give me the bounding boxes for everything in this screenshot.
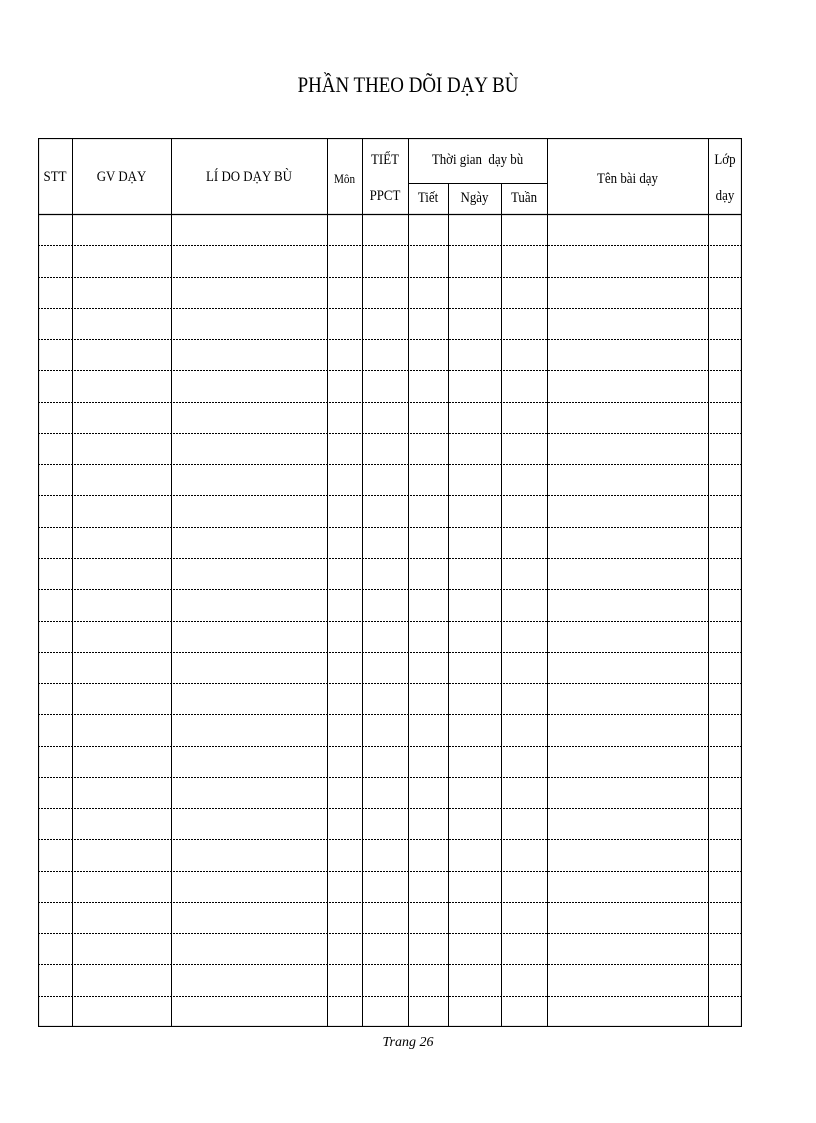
header-gv-day: GV DẠY	[96, 169, 147, 185]
header-lop-day-line2: dạy	[715, 188, 735, 204]
header-ngay: Ngày	[460, 190, 489, 206]
page-title: PHẦN THEO DÕI DẠY BÙ	[297, 72, 519, 97]
header-tiet-ppct-line1: TIẾT	[371, 152, 399, 168]
header-tiet-ppct-line2: PPCT	[369, 188, 401, 204]
header-lop-day-line1: Lớp	[714, 152, 736, 168]
table-grid	[38, 138, 742, 1027]
header-ten-bai-day: Tên bài dạy	[597, 171, 658, 187]
makeup-teaching-log-table	[38, 138, 742, 1027]
header-thoi-gian-day-bu: Thời gian dạy bù	[431, 152, 524, 168]
header-stt: STT	[43, 169, 67, 185]
table-border	[39, 139, 742, 1027]
header-mon: Môn	[333, 171, 356, 186]
header-tuan: Tuần	[510, 190, 538, 206]
header-tiet: Tiết	[417, 190, 439, 206]
header-li-do-day-bu: LÍ DO DẠY BÙ	[206, 169, 292, 185]
page-number: Trang 26	[382, 1035, 434, 1050]
